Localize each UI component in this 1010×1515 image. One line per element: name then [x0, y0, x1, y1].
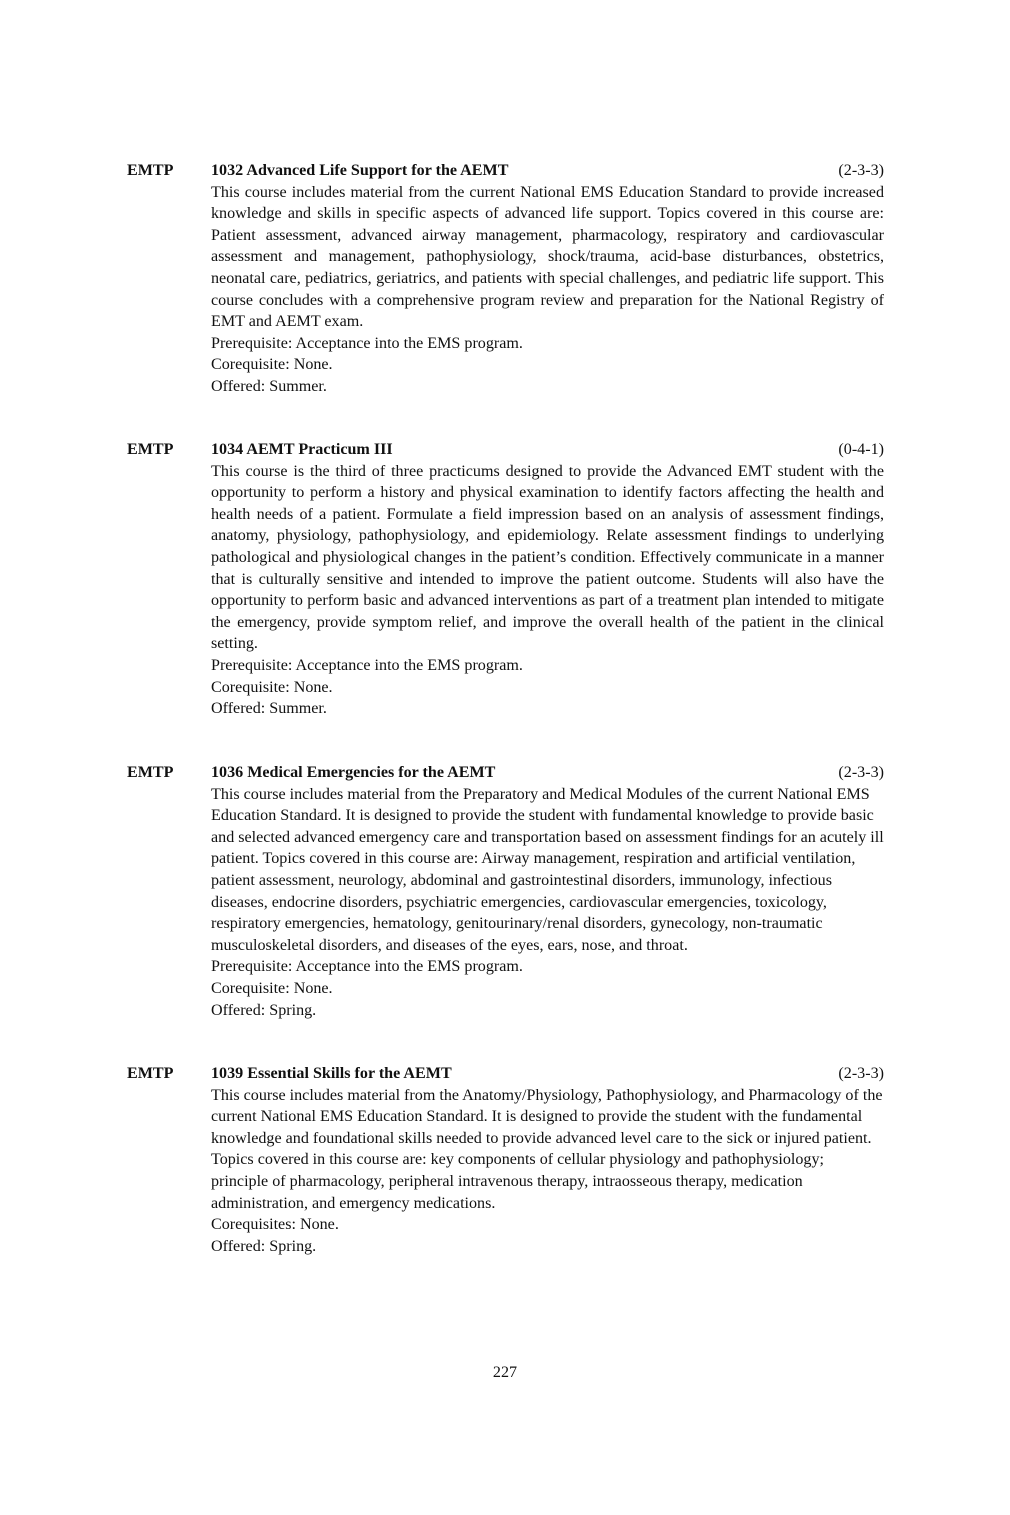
course-description: This course includes material from the Preparatory and Medical Modules of the current National EMS Education Standard. It is designed to provide the student with fundamental knowledge to provide basic and selected advanced emergency care and transportation based on assessment findings for an acutely ill patient. Topics covered in this course are: Airway management, respiration and artificial ventilation, patient assessment, neurology, abdominal and gastrointestinal disorders, immunology, infectious diseases, endocrine disorders, psychiatric emergencies, cardiovascular emergencies, toxicology, respiratory emergencies, hematology, genitourinary/renal disorders, gynecology, non-traumatic musculoskeletal disorders, and diseases of the eyes, ears, nose, and throat. — [211, 785, 884, 954]
corequisite-line: Corequisite: None. — [211, 979, 333, 997]
course-heading — [0, 160, 1010, 182]
course-description: This course includes material from the current National EMS Education Standard to provide increased knowledge and skills in specific aspects of advanced life support. Topics covered in this course are: Patient assessment, advanced airway management, pharmacology, respiratory and cardiovascular assessment and management, pathophysiology, shock/trauma, acid-base disturbances, obstetrics, neonatal care, pediatrics, geriatrics, and patients with special challenges, and pediatric life support. This course concludes with a comprehensive program review and preparation for the National Registry of EMT and AEMT exam. — [211, 183, 884, 331]
prerequisite-line: Prerequisite: Acceptance into the EMS program. — [211, 656, 523, 674]
course-details — [211, 333, 884, 398]
offered-line: Offered: Spring. — [211, 1237, 317, 1255]
course-title: 1039 Essential Skills for the AEMT — [211, 1065, 452, 1082]
course-title: 1036 Medical Emergencies for the AEMT — [211, 764, 496, 781]
course-code: EMTP — [127, 1065, 174, 1082]
course-entry-1032 — [0, 160, 1010, 398]
course-hours: (2-3-3) — [838, 764, 884, 781]
course-description: This course is the third of three practicums designed to provide the Advanced EMT student with the opportunity to perform a history and physical examination to identify factors affecting the health and health needs of a patient. Formulate a field impression based on an analysis of assessment findings, anatomy, physiology, pathophysiology, and epidemiology. Relate assessment findings to underlying pathological and physiological changes in the patient’s condition. Effectively communicate in a manner that is culturally sensitive and intended to improve the patient outcome. Students will also have the opportunity to perform basic and advanced interventions as part of a treatment plan intended to mitigate the emergency, provide symptom relief, and improve the overall health of the patient in the clinical setting. — [211, 462, 884, 653]
course-title: 1034 AEMT Practicum III — [211, 441, 393, 458]
course-details — [211, 956, 884, 1021]
course-code: EMTP — [127, 162, 174, 179]
corequisite-line: Corequisite: None. — [211, 356, 333, 374]
course-details — [211, 1214, 884, 1257]
course-hours: (2-3-3) — [838, 1065, 884, 1082]
course-hours: (0-4-1) — [838, 441, 884, 458]
course-heading — [0, 762, 1010, 784]
course-code: EMTP — [127, 441, 174, 458]
page-number: 227 — [492, 1364, 518, 1381]
prerequisite-line: Prerequisite: Acceptance into the EMS program. — [211, 958, 523, 976]
course-hours: (2-3-3) — [838, 162, 884, 179]
course-title: 1032 Advanced Life Support for the AEMT — [211, 162, 509, 179]
offered-line: Offered: Spring. — [211, 1001, 317, 1019]
course-description: This course includes material from the Anatomy/Physiology, Pathophysiology, and Pharmacology of the current National EMS Education Standard. It is designed to provide the student with the fundamental knowledge and foundational skills needed to provide advanced level care to the sick or injured patient. Topics covered in this course are: key components of cellular physiology and pathophysiology; principle of pharmacology, peripheral intravenous therapy, intraosseous therapy, medication administration, and emergency medications. — [211, 1086, 883, 1212]
course-code: EMTP — [127, 764, 174, 781]
course-heading — [0, 439, 1010, 461]
course-entry-1039 — [0, 1063, 1010, 1257]
course-details — [211, 655, 884, 720]
offered-line: Offered: Summer. — [211, 377, 327, 395]
course-entry-1036 — [0, 762, 1010, 1021]
course-heading — [0, 1063, 1010, 1085]
prerequisite-line: Prerequisite: Acceptance into the EMS program. — [211, 334, 523, 352]
course-entry-1034 — [0, 439, 1010, 720]
corequisite-line: Corequisites: None. — [211, 1216, 339, 1234]
offered-line: Offered: Summer. — [211, 700, 327, 718]
corequisite-line: Corequisite: None. — [211, 678, 333, 696]
